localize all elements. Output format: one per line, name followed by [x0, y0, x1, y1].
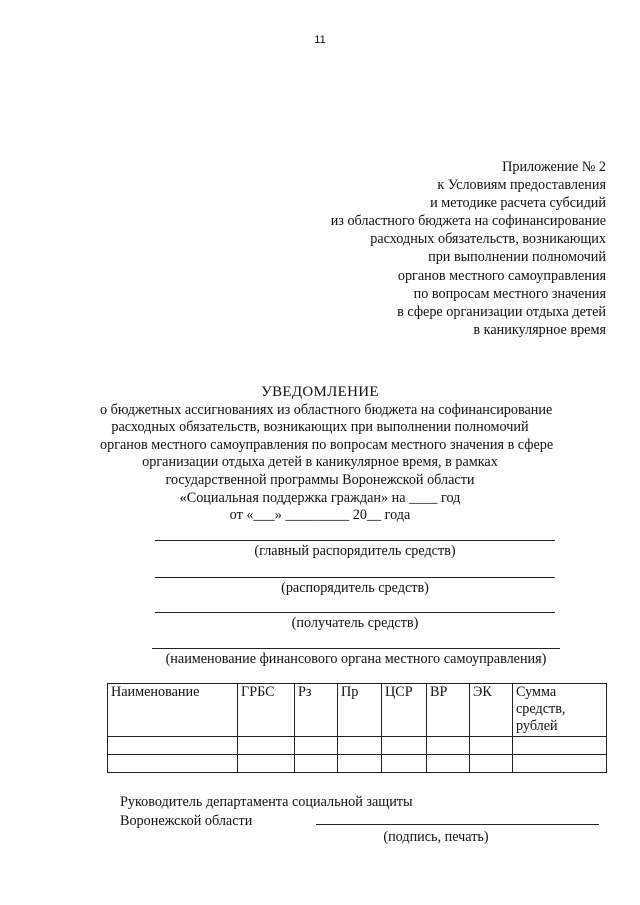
notice-line: государственной программы Воронежской области: [165, 471, 475, 488]
appendix-line: из областного бюджета на софинансирование: [330, 213, 606, 230]
table-cell[interactable]: [427, 755, 470, 773]
appendix-line: Приложение № 2: [502, 159, 606, 175]
page-number: 11: [314, 34, 326, 46]
appendix-heading: [186, 158, 606, 339]
signatory-title: Руководитель департамента социальной защиты: [120, 794, 413, 810]
appendix-line: к Условиям предоставления: [437, 177, 606, 194]
table-cell[interactable]: [338, 755, 382, 773]
column-header: Наименование: [108, 684, 238, 737]
notice-date-line: от «___» _________ 20__ года: [229, 507, 411, 524]
column-header: ВР: [427, 684, 470, 737]
appendix-line: по вопросам местного значения: [413, 285, 606, 302]
notice-line: «Социальная поддержка граждан» на ____ год: [179, 489, 461, 506]
table-cell[interactable]: [470, 737, 513, 755]
field-caption: (наименование финансового органа местного самоуправления): [165, 651, 547, 667]
table-row: [108, 755, 607, 773]
fill-in-line: [155, 577, 555, 578]
table-cell[interactable]: [295, 737, 338, 755]
table-cell[interactable]: [513, 737, 607, 755]
table-row: [108, 737, 607, 755]
table-cell[interactable]: [108, 737, 238, 755]
notice-line: о бюджетных ассигнованиях из областного бюджета на софинансирование: [100, 401, 553, 418]
field-caption: (главный распорядитель средств): [254, 543, 456, 559]
signature-block: [120, 793, 413, 831]
notice-title: УВЕДОМЛЕНИЕ: [261, 384, 379, 400]
recipient-field[interactable]: [155, 612, 555, 632]
signature-caption: (подпись, печать): [383, 829, 489, 845]
appendix-line: расходных обязательств, возникающих: [370, 231, 606, 248]
table-cell[interactable]: [470, 755, 513, 773]
column-header: Сумма средств, рублей: [513, 684, 607, 737]
notice-block: [100, 384, 554, 525]
table-cell[interactable]: [108, 755, 238, 773]
column-header: ЭК: [470, 684, 513, 737]
appendix-line: при выполнении полномочий: [428, 249, 606, 266]
finance-authority-field[interactable]: [152, 648, 560, 668]
signature-line[interactable]: [316, 824, 599, 825]
table-cell[interactable]: [338, 737, 382, 755]
fill-in-line: [152, 648, 560, 649]
main-manager-field[interactable]: [155, 540, 555, 560]
table-cell[interactable]: [382, 755, 427, 773]
field-caption: (получатель средств): [291, 615, 419, 631]
appendix-line: органов местного самоуправления: [397, 267, 606, 284]
notice-line: расходных обязательств, возникающих при выполнении полномочий: [111, 419, 529, 436]
appendix-line: в каникулярное время: [473, 321, 606, 338]
table-header-row: [108, 684, 607, 737]
fill-in-line: [155, 612, 555, 613]
table-cell[interactable]: [427, 737, 470, 755]
notice-line: органов местного самоуправления по вопросам местного значения в сфере: [100, 436, 554, 453]
column-header: ГРБС: [238, 684, 295, 737]
table-cell[interactable]: [295, 755, 338, 773]
column-header: ЦСР: [382, 684, 427, 737]
table-cell[interactable]: [382, 737, 427, 755]
budget-table: [107, 683, 607, 773]
field-caption: (распорядитель средств): [281, 580, 429, 596]
table-cell[interactable]: [513, 755, 607, 773]
column-header: Рз: [295, 684, 338, 737]
appendix-line: в сфере организации отдыха детей: [397, 303, 606, 320]
column-header: Пр: [338, 684, 382, 737]
manager-field[interactable]: [155, 577, 555, 597]
signatory-region: Воронежской области: [120, 813, 253, 829]
appendix-line: и методике расчета субсидий: [430, 195, 606, 212]
fill-in-line: [155, 540, 555, 541]
table-cell[interactable]: [238, 737, 295, 755]
table-cell[interactable]: [238, 755, 295, 773]
notice-line: организации отдыха детей в каникулярное время, в рамках: [142, 454, 498, 471]
